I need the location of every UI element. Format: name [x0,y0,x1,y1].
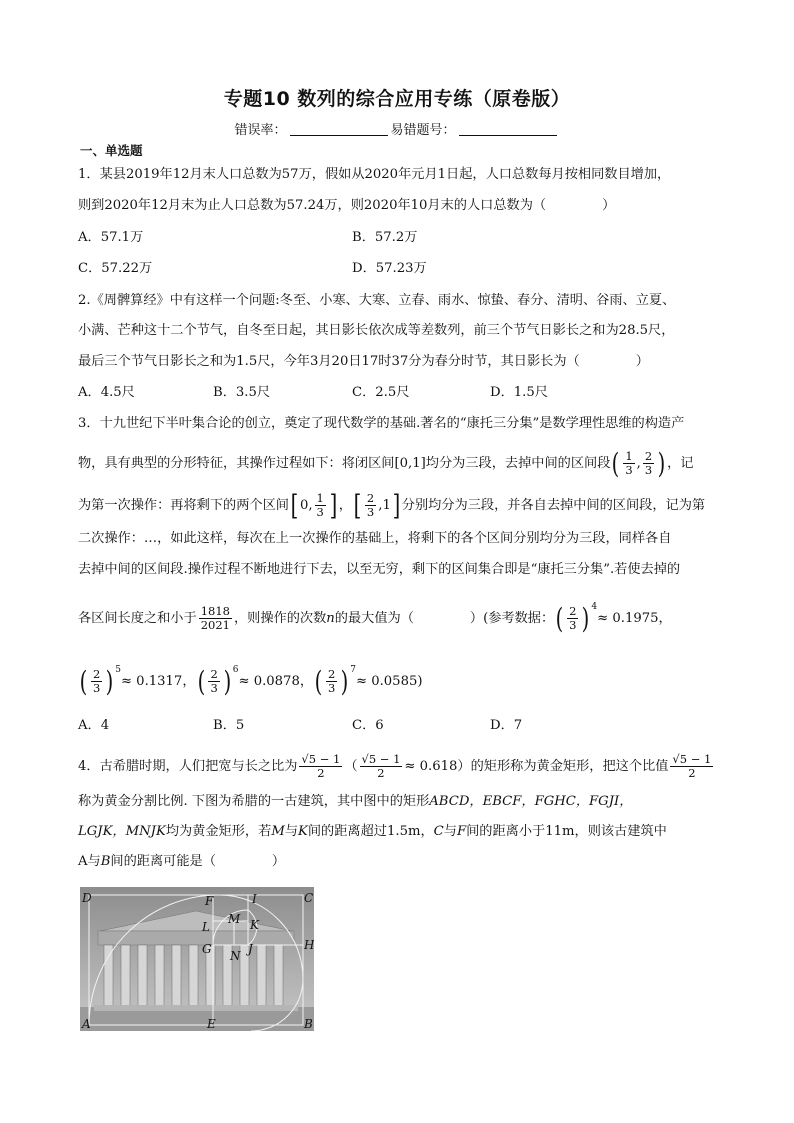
q3-line1: 3．十九世纪下半叶集合论的创立，奠定了现代数学的基础.著名的“康托三分集”是数学理性思维的构造产 [78,416,685,431]
q2-option-c: C．2.5尺 [352,385,410,400]
error-rate-blank [290,123,388,136]
q4-line3: LGJK，MNJK均为黄金矩形，若M与K间的距离超过1.5m，C与F间的距离小于11m，则该古建筑中 [78,824,667,839]
q1-option-d: D．57.23万 [352,261,427,276]
q1-option-a: A．57.1万 [78,230,144,245]
q1-option-b: B．57.2万 [352,230,418,245]
fig-label-b: B [304,1017,313,1031]
stylobate [94,1005,298,1011]
page-title: 专题10 数列的综合应用专练（原卷版） [223,88,571,110]
fig-label-e: E [207,1017,216,1031]
q3-line7: ( $\frac{2}{3}$ ) $^5$≈ 0.1317，( $\frac{2}{3}$ ) $^6$≈ 0.0878，( $\frac{2}{3}$ ) $^7$≈ 0.0585) [79,664,423,698]
q3-option-b: B．5 [213,718,245,733]
parthenon-golden-rectangle-figure [80,887,314,1031]
fig-label-f: F [205,894,214,908]
q3-option-c: C．6 [352,718,384,733]
error-no-blank [459,123,557,136]
q3-option-d: D．7 [490,718,523,733]
q2-line1: 2.《周髀算经》中有这样一个问题:冬至、小寒、大寒、立春、雨水、惊蛰、春分、清明、谷雨、立夏、 [78,293,676,308]
q3-line4: 二次操作：…，如此这样，每次在上一次操作的基础上，将剩下的各个区间分别均分为三段，同样各自 [78,531,672,546]
q3-line5: 去掉中间的区间段.操作过程不断地进行下去，以至无穷，剩下的区间集合即是“康托三分集”.若使去掉的 [78,562,681,577]
section-heading: 一、单选题 [80,143,143,158]
q3-option-a: A．4 [78,718,110,733]
q4-line2: 称为黄金分割比例. 下图为希腊的一古建筑，其中图中的矩形ABCD，EBCF，FGHC，FGJI， [78,794,633,809]
q2-line3: 最后三个节气日影长之和为1.5尺，今年3月20日17时37分为春分时节，其日影长为（ ） [78,354,649,369]
fig-label-l: L [202,920,210,934]
fig-label-d: D [82,891,92,905]
q1-line2: 则到2020年12月末为止人口总数为57.24万，则2020年10月末的人口总数为（ ） [78,198,616,213]
q4-line1: 4．古希腊时期，人们把宽与长之比为 $\frac{√5 - 1}{2}$ （ $\frac{√5 - 1}{2}$ ≈ 0.618）的矩形称为黄金矩形，把这个比值 $\frac{√5 - 1}{2}$ [78,752,712,780]
error-rate-label: 错误率： [234,123,287,138]
fig-label-j: J [248,942,253,956]
fig-label-k: K [250,918,259,932]
fig-label-n: N [230,949,241,963]
fig-label-c: C [304,891,314,905]
error-no-label: 易错题号： [390,123,456,138]
fig-label-g: G [202,942,212,956]
q1-option-c: C．57.22万 [78,261,153,276]
q2-option-a: A．4.5尺 [78,385,135,400]
q3-line2: 物，具有典型的分形特征，其操作过程如下：将闭区间[0,1]均分为三段，去掉中间的区间段( $\frac{1}{3}$ , $\frac{2}{3}$ ) ，记 [78,446,694,480]
stats-line [0,119,794,138]
q2-line2: 小满、芒种这十二个节气，自冬至日起，其日影长依次成等差数列，前三个节气日影长之和为28.5尺， [78,323,675,338]
fig-label-a: A [82,1017,91,1031]
q2-option-b: B．3.5尺 [213,385,271,400]
fig-label-h: H [304,938,314,952]
q3-line3: 为第一次操作：再将剩下的两个区间[ 0, $\frac{1}{3}$ ] ，[ $\frac{2}{3}$ ,1] 分别均分为三段，并各自去掉中间的区间段，记为第 [78,488,706,522]
q4-line4: A与B间的距离可能是（ ） [78,854,286,869]
fig-label-i: I [252,892,257,906]
q1-line1: 1．某县2019年12月末人口总数为57万，假如从2020年元月1日起，人口总数每月按相同数目增加， [78,167,671,182]
q2-option-d: D．1.5尺 [490,385,548,400]
q3-line6: 各区间长度之和小于 $\frac{1818}{2021}$ ，则操作的次数n的最大值为（ ）(参考数据：( $\frac{2}{3}$ ) $^4$≈ 0.1975， [78,601,672,635]
fig-label-m: M [228,912,241,926]
